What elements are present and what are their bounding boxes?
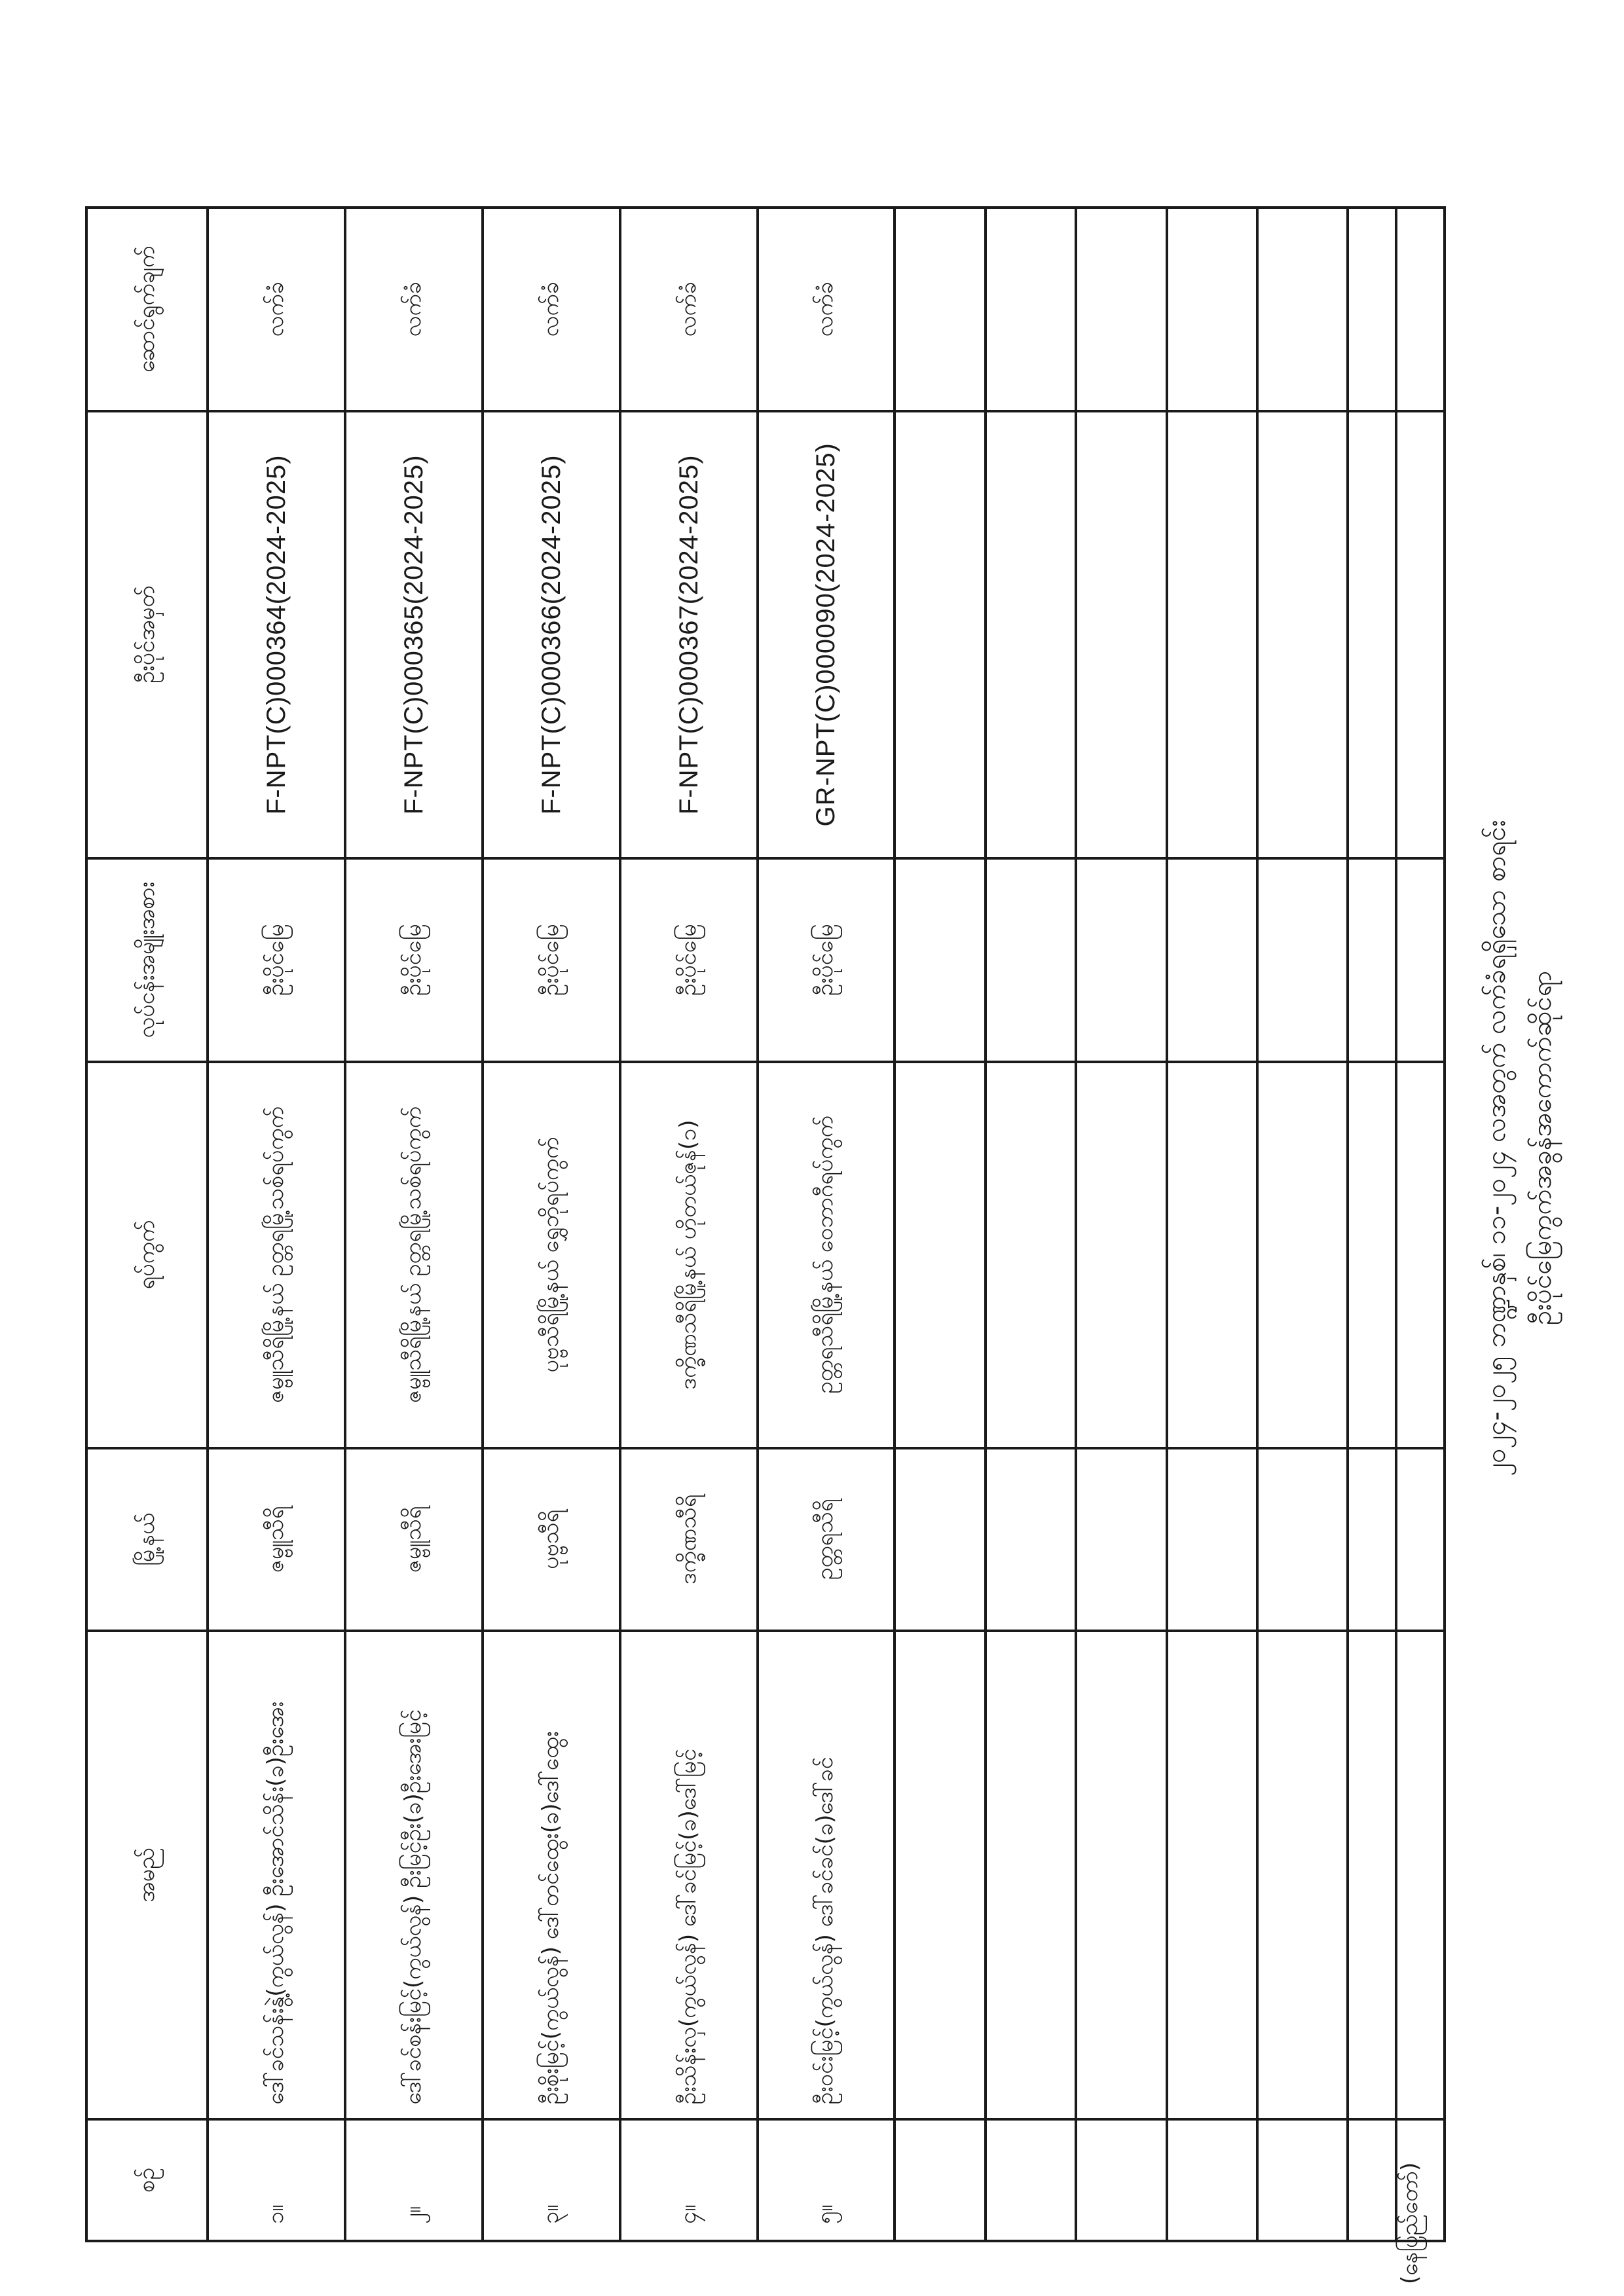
table-header-row [86, 208, 208, 2241]
cell-serial: ၄။ [620, 2119, 758, 2241]
cell-serial: ၂။ [345, 2119, 483, 2241]
cell-ward: ပုဗ္ဗသီရိမြို့နယ် ရွှေဘိုရပ်ကွက် [483, 1062, 620, 1448]
empty-row [986, 208, 1076, 2241]
empty-row [895, 208, 985, 2241]
cell-status: လက်ခံ [345, 208, 483, 411]
cell-plot: F-NPT(C)000365(2024-2025) [345, 411, 483, 858]
cell-township: ဥတ္တရသီရိ [758, 1448, 895, 1631]
cell-plot: F-NPT(C)000366(2024-2025) [483, 411, 620, 858]
table-row [345, 208, 483, 2241]
table-row [483, 208, 620, 2241]
cell-township: ဇမ္ဗူသီရိ [345, 1448, 483, 1631]
cell-status: လက်ခံ [758, 208, 895, 411]
table-row [208, 208, 345, 2241]
empty-row [1076, 208, 1166, 2241]
cell-township: ပုဗ္ဗသီရိ [483, 1448, 620, 1631]
cell-serial: ၃။ [483, 2119, 620, 2241]
cell-name: ဦးသိန်းလှ(ကွယ်လွန်) ဒေါ်ခင်မြင့်(ခ)ဒေါ်မြင့် [620, 1631, 758, 2119]
cell-name: ဒေါ်ခင်သန်းနွဲ့(ကွယ်လွန်) ဦးအောင်သိန်း(ခ)ဦးအေး [208, 1631, 345, 2119]
empty-row [1257, 208, 1348, 2241]
unit-note: (နေပြည်တော်) [1397, 2162, 1423, 2284]
empty-row [1167, 208, 1257, 2241]
register-table-container [85, 206, 1446, 2242]
cell-township: ဒက္ခိဏသီရိ [620, 1448, 758, 1631]
cell-plot: F-NPT(C)000367(2024-2025) [620, 411, 758, 858]
header-serial: စဉ် [86, 2119, 208, 2241]
document-subtitle: ၂၀၂၄-၂၀၂၅ ဘဏ္ဍာနှစ်၊ ၁၁-၂၀၂၄ လအတွက် လက်ခံရရှိသော စာရင်း [1481, 820, 1511, 1476]
cell-plot: F-NPT(C)000364(2024-2025) [208, 411, 345, 858]
empty-row [1396, 208, 1445, 2241]
header-plot: ဦးပိုင်အမှတ် [86, 411, 208, 858]
cell-name: ဦးဝင်းမြင့်(ကွယ်လွန်) ဒေါ်ခင်ခင်(ခ)ဒေါ်ခင် [758, 1631, 895, 2119]
header-ward: ရပ်ကွက် [86, 1062, 208, 1448]
empty-row [1348, 208, 1396, 2241]
cell-name: ဒေါ်ခင်စန်းမြင့်(ကွယ်လွန်) ဦးမြင့်ဦး(ခ)ဦးအေးမြင့် [345, 1631, 483, 2119]
cell-serial: ၅။ [758, 2119, 895, 2241]
cell-township: ဇမ္ဗူသီရိ [208, 1448, 345, 1631]
header-type: လုပ်ငန်းအမျိုးအစား [86, 858, 208, 1062]
document-title: ဦးပိုင်မြေကွက်အခွန်အကောက်ဆိုင်ရာ [1527, 970, 1557, 1326]
cell-status: လက်ခံ [483, 208, 620, 411]
cell-type: ဦးပိုင်မြေ [758, 858, 895, 1062]
table-row [620, 208, 758, 2241]
cell-status: လက်ခံ [208, 208, 345, 411]
cell-serial: ၁။ [208, 2119, 345, 2241]
header-township: မြို့နယ် [86, 1448, 208, 1631]
register-table [85, 206, 1446, 2242]
cell-ward: ဇမ္ဗူသီရိမြို့နယ် ဥတ္တရမြို့သစ်ရပ်ကွက် [345, 1062, 483, 1448]
cell-type: ဦးပိုင်မြေ [345, 858, 483, 1062]
header-status: ဆောင်ရွက်ချက် [86, 208, 208, 411]
cell-status: လက်ခံ [620, 208, 758, 411]
header-name: အမည် [86, 1631, 208, 2119]
cell-ward: ဇမ္ဗူသီရိမြို့နယ် ဥတ္တရမြို့သစ်ရပ်ကွက် [208, 1062, 345, 1448]
table-row [758, 208, 895, 2241]
cell-name: ဦးစိုးမြင့်(ကွယ်လွန်) ဒေါ်တင်ထွေး(ခ)ဒေါ်ထွေး [483, 1631, 620, 2119]
cell-ward: ဥတ္တရသီရိမြို့နယ် ဝေဘာဂီရပ်ကွက် [758, 1062, 895, 1448]
cell-type: ဦးပိုင်မြေ [620, 858, 758, 1062]
cell-type: ဦးပိုင်မြေ [483, 858, 620, 1062]
cell-plot: GR-NPT(C)000090(2024-2025) [758, 411, 895, 858]
cell-type: ဦးပိုင်မြေ [208, 858, 345, 1062]
cell-ward: ဒက္ခိဏသီရိမြို့နယ် ဟိုတယ်ဇုန်(၁) [620, 1062, 758, 1448]
